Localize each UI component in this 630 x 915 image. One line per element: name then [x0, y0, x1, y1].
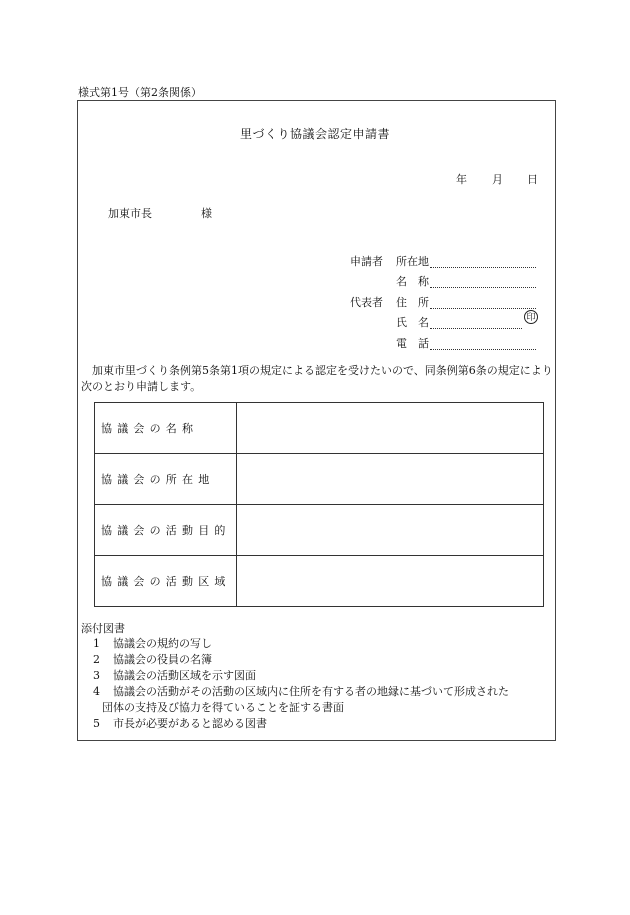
list-item-number: 3	[93, 669, 100, 682]
form-number-label: 様式第1号（第2条関係）	[78, 86, 202, 99]
field-line-address[interactable]	[430, 308, 536, 309]
list-item-number: 2	[93, 653, 100, 666]
row-value-cell[interactable]	[237, 556, 544, 607]
row-value-cell[interactable]	[237, 403, 544, 454]
attachments-title: 添付図書	[81, 622, 125, 635]
list-item	[93, 716, 553, 732]
addressee-name: 加東市長	[108, 207, 152, 220]
date-year: 年	[456, 173, 467, 186]
field-line-location[interactable]	[430, 267, 536, 268]
field-label-location: 所在地	[396, 255, 429, 268]
list-item	[93, 636, 553, 652]
list-item-text: 協議会の活動がその活動の区域内に住所を有する者の地縁に基づいて形成された	[113, 685, 509, 698]
list-item-number: 5	[93, 717, 100, 730]
table-row	[95, 556, 544, 607]
list-item-continuation: 団体の支持及び協力を得ていることを証する書面	[102, 701, 344, 714]
row-label: 協議会の所在地	[95, 454, 237, 505]
document-title: 里づくり協議会認定申請書	[239, 127, 390, 141]
list-item-text: 市長が必要があると認める図書	[113, 717, 267, 730]
field-line-person-name[interactable]	[430, 328, 522, 329]
date-month: 月	[492, 173, 503, 186]
addressee-honorific: 様	[201, 207, 212, 220]
application-statement: 加東市里づくり条例第5条第1項の規定による認定を受けたいので、同条例第6条の規定により次のとおり申請します。	[81, 364, 553, 393]
table-row	[95, 403, 544, 454]
field-label-address: 住 所	[396, 296, 429, 309]
list-item	[93, 652, 553, 668]
list-item-text: 協議会の活動区域を示す図面	[113, 669, 256, 682]
row-label: 協議会の活動目的	[95, 505, 237, 556]
date-day: 日	[527, 173, 538, 186]
table-row	[95, 505, 544, 556]
row-value-cell[interactable]	[237, 505, 544, 556]
seal-mark: 印	[524, 310, 538, 324]
role-applicant: 申請者	[350, 255, 383, 268]
list-item-number: 4	[93, 685, 100, 698]
role-representative: 代表者	[350, 296, 383, 309]
field-label-person-name: 氏 名	[396, 316, 429, 329]
list-item-text: 協議会の役員の名簿	[113, 653, 212, 666]
field-line-name[interactable]	[430, 287, 536, 288]
list-item	[93, 684, 553, 700]
attachments-list	[93, 636, 553, 732]
field-line-phone[interactable]	[430, 349, 536, 350]
row-value-cell[interactable]	[237, 454, 544, 505]
list-item-number: 1	[93, 637, 100, 650]
field-label-name: 名 称	[396, 275, 429, 288]
list-item-text: 協議会の規約の写し	[113, 637, 212, 650]
association-info-table	[94, 402, 544, 607]
row-label: 協議会の活動区域	[95, 556, 237, 607]
list-item	[93, 668, 553, 684]
row-label: 協議会の名称	[95, 403, 237, 454]
field-label-phone: 電 話	[396, 337, 429, 350]
table-row	[95, 454, 544, 505]
